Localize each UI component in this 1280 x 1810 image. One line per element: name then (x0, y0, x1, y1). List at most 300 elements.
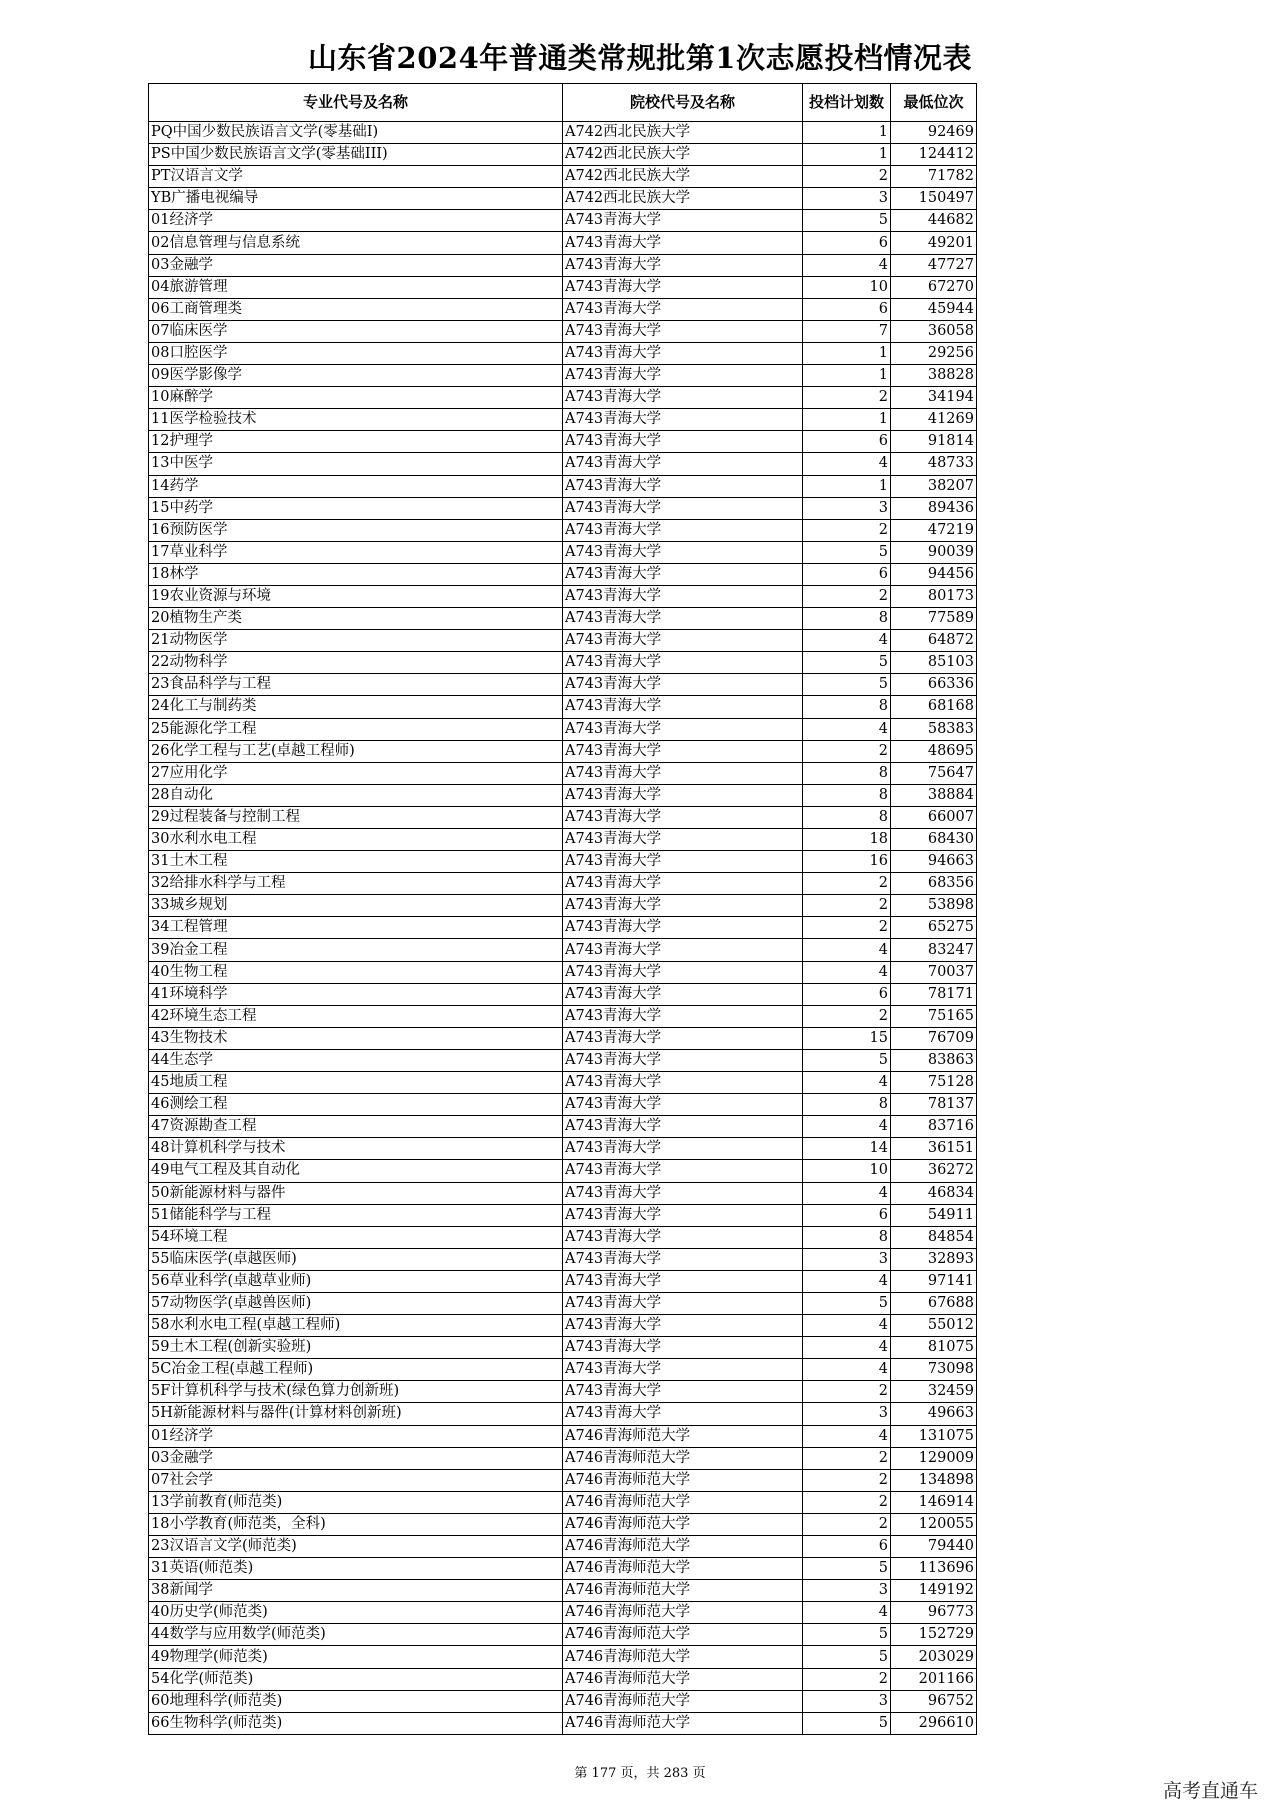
cell-plan-count: 6 (803, 1536, 891, 1558)
table-row (149, 1447, 977, 1469)
cell-min-rank: 96773 (891, 1602, 977, 1624)
cell-school: A743青海大学 (563, 1226, 803, 1248)
cell-min-rank: 68168 (891, 696, 977, 718)
table-row (149, 1558, 977, 1580)
cell-school: A743青海大学 (563, 1337, 803, 1359)
cell-school: A743青海大学 (563, 1116, 803, 1138)
cell-plan-count: 15 (803, 1027, 891, 1049)
cell-school: A742西北民族大学 (563, 144, 803, 166)
cell-plan-count: 3 (803, 1690, 891, 1712)
cell-plan-count: 5 (803, 1049, 891, 1071)
cell-plan-count: 2 (803, 519, 891, 541)
cell-major: 01经济学 (149, 1425, 563, 1447)
cell-school: A743青海大学 (563, 851, 803, 873)
cell-min-rank: 64872 (891, 630, 977, 652)
cell-min-rank: 32893 (891, 1248, 977, 1270)
watermark-logo: 高考直通车 (1162, 1780, 1258, 1802)
table-row (149, 1403, 977, 1425)
cell-major: 26化学工程与工艺(卓越工程师) (149, 740, 563, 762)
cell-min-rank: 113696 (891, 1558, 977, 1580)
cell-plan-count: 2 (803, 166, 891, 188)
cell-min-rank: 67688 (891, 1292, 977, 1314)
cell-plan-count: 2 (803, 387, 891, 409)
cell-major: 41环境科学 (149, 983, 563, 1005)
cell-school: A743青海大学 (563, 873, 803, 895)
cell-plan-count: 5 (803, 1558, 891, 1580)
cell-major: 07临床医学 (149, 320, 563, 342)
table-row (149, 453, 977, 475)
cell-school: A743青海大学 (563, 232, 803, 254)
cell-plan-count: 8 (803, 806, 891, 828)
cell-min-rank: 38884 (891, 784, 977, 806)
cell-school: A746青海师范大学 (563, 1580, 803, 1602)
table-row (149, 122, 977, 144)
cell-major: 20植物生产类 (149, 608, 563, 630)
cell-major: 11医学检验技术 (149, 409, 563, 431)
cell-school: A743青海大学 (563, 497, 803, 519)
cell-min-rank: 146914 (891, 1491, 977, 1513)
cell-major: 29过程装备与控制工程 (149, 806, 563, 828)
cell-min-rank: 65275 (891, 917, 977, 939)
table-header-row (149, 84, 977, 122)
table-row (149, 630, 977, 652)
cell-major: 01经济学 (149, 210, 563, 232)
cell-school: A743青海大学 (563, 320, 803, 342)
cell-school: A743青海大学 (563, 1292, 803, 1314)
cell-major: 31土木工程 (149, 851, 563, 873)
cell-plan-count: 4 (803, 453, 891, 475)
cell-min-rank: 120055 (891, 1513, 977, 1535)
cell-min-rank: 48695 (891, 740, 977, 762)
cell-school: A743青海大学 (563, 829, 803, 851)
cell-plan-count: 5 (803, 1646, 891, 1668)
table-row (149, 342, 977, 364)
cell-plan-count: 2 (803, 1469, 891, 1491)
cell-major: 50新能源材料与器件 (149, 1182, 563, 1204)
cell-school: A743青海大学 (563, 983, 803, 1005)
table-row (149, 806, 977, 828)
cell-min-rank: 76709 (891, 1027, 977, 1049)
cell-school: A746青海师范大学 (563, 1668, 803, 1690)
cell-plan-count: 3 (803, 497, 891, 519)
cell-min-rank: 75165 (891, 1005, 977, 1027)
header-plan-count: 投档计划数 (803, 84, 891, 122)
cell-plan-count: 14 (803, 1138, 891, 1160)
cell-major: 60地理科学(师范类) (149, 1690, 563, 1712)
cell-school: A743青海大学 (563, 1049, 803, 1071)
cell-major: YB广播电视编导 (149, 188, 563, 210)
cell-school: A743青海大学 (563, 541, 803, 563)
cell-major: 25能源化学工程 (149, 718, 563, 740)
cell-school: A743青海大学 (563, 762, 803, 784)
cell-plan-count: 8 (803, 1226, 891, 1248)
cell-min-rank: 46834 (891, 1182, 977, 1204)
header-school: 院校代号及名称 (563, 84, 803, 122)
cell-school: A743青海大学 (563, 630, 803, 652)
page-title: 山东省2024年普通类常规批第1次志愿投档情况表 (308, 41, 972, 75)
table-row (149, 1182, 977, 1204)
cell-major: 19农业资源与环境 (149, 585, 563, 607)
cell-min-rank: 79440 (891, 1536, 977, 1558)
table-row (149, 674, 977, 696)
cell-min-rank: 84854 (891, 1226, 977, 1248)
cell-min-rank: 90039 (891, 541, 977, 563)
cell-plan-count: 10 (803, 1160, 891, 1182)
table-row (149, 1270, 977, 1292)
cell-school: A746青海师范大学 (563, 1425, 803, 1447)
table-row (149, 1469, 977, 1491)
cell-major: 5C冶金工程(卓越工程师) (149, 1359, 563, 1381)
cell-major: 56草业科学(卓越草业师) (149, 1270, 563, 1292)
cell-school: A742西北民族大学 (563, 122, 803, 144)
cell-school: A743青海大学 (563, 1027, 803, 1049)
cell-school: A743青海大学 (563, 1204, 803, 1226)
cell-major: 54化学(师范类) (149, 1668, 563, 1690)
cell-plan-count: 4 (803, 1116, 891, 1138)
cell-major: 5F计算机科学与技术(绿色算力创新班) (149, 1381, 563, 1403)
cell-min-rank: 48733 (891, 453, 977, 475)
cell-min-rank: 83863 (891, 1049, 977, 1071)
cell-major: 32给排水科学与工程 (149, 873, 563, 895)
cell-major: 04旅游管理 (149, 276, 563, 298)
cell-plan-count: 2 (803, 917, 891, 939)
table-row (149, 497, 977, 519)
cell-min-rank: 134898 (891, 1469, 977, 1491)
cell-school: A743青海大学 (563, 1182, 803, 1204)
cell-major: 23食品科学与工程 (149, 674, 563, 696)
cell-major: 58水利水电工程(卓越工程师) (149, 1315, 563, 1337)
table-row (149, 829, 977, 851)
cell-school: A743青海大学 (563, 1005, 803, 1027)
cell-major: 55临床医学(卓越医师) (149, 1248, 563, 1270)
cell-major: 03金融学 (149, 1447, 563, 1469)
cell-major: 57动物医学(卓越兽医师) (149, 1292, 563, 1314)
cell-major: PS中国少数民族语言文学(零基础III) (149, 144, 563, 166)
cell-major: 42环境生态工程 (149, 1005, 563, 1027)
cell-major: 5H新能源材料与器件(计算材料创新班) (149, 1403, 563, 1425)
table-row (149, 1668, 977, 1690)
cell-min-rank: 77589 (891, 608, 977, 630)
cell-major: 45地质工程 (149, 1072, 563, 1094)
cell-major: 49电气工程及其自动化 (149, 1160, 563, 1182)
cell-plan-count: 2 (803, 1005, 891, 1027)
cell-plan-count: 7 (803, 320, 891, 342)
cell-plan-count: 3 (803, 188, 891, 210)
cell-min-rank: 47727 (891, 254, 977, 276)
cell-min-rank: 44682 (891, 210, 977, 232)
cell-school: A743青海大学 (563, 298, 803, 320)
cell-school: A746青海师范大学 (563, 1536, 803, 1558)
table-row (149, 519, 977, 541)
cell-major: 31英语(师范类) (149, 1558, 563, 1580)
cell-min-rank: 78137 (891, 1094, 977, 1116)
cell-min-rank: 94663 (891, 851, 977, 873)
cell-min-rank: 91814 (891, 431, 977, 453)
cell-plan-count: 1 (803, 144, 891, 166)
cell-plan-count: 8 (803, 762, 891, 784)
table-row (149, 917, 977, 939)
table-row (149, 210, 977, 232)
table-row (149, 298, 977, 320)
cell-school: A743青海大学 (563, 1403, 803, 1425)
cell-school: A742西北民族大学 (563, 188, 803, 210)
table-row (149, 387, 977, 409)
cell-min-rank: 41269 (891, 409, 977, 431)
table-row (149, 541, 977, 563)
cell-major: 66生物科学(师范类) (149, 1712, 563, 1734)
table-row (149, 1049, 977, 1071)
admission-table (148, 83, 977, 1735)
cell-min-rank: 66336 (891, 674, 977, 696)
cell-min-rank: 45944 (891, 298, 977, 320)
cell-school: A743青海大学 (563, 409, 803, 431)
cell-school: A746青海师范大学 (563, 1624, 803, 1646)
cell-school: A746青海师范大学 (563, 1690, 803, 1712)
table-row (149, 1292, 977, 1314)
cell-major: 13中医学 (149, 453, 563, 475)
cell-major: 17草业科学 (149, 541, 563, 563)
table-row (149, 1513, 977, 1535)
cell-plan-count: 5 (803, 1624, 891, 1646)
table-row (149, 983, 977, 1005)
cell-major: 24化工与制药类 (149, 696, 563, 718)
page-number: 第 177 页，共 283 页 (574, 1766, 706, 1781)
cell-min-rank: 129009 (891, 1447, 977, 1469)
cell-min-rank: 47219 (891, 519, 977, 541)
cell-plan-count: 3 (803, 1580, 891, 1602)
cell-school: A743青海大学 (563, 674, 803, 696)
cell-school: A743青海大学 (563, 519, 803, 541)
cell-min-rank: 55012 (891, 1315, 977, 1337)
cell-plan-count: 6 (803, 1204, 891, 1226)
cell-plan-count: 4 (803, 1602, 891, 1624)
cell-major: 15中药学 (149, 497, 563, 519)
cell-major: 38新闻学 (149, 1580, 563, 1602)
cell-min-rank: 71782 (891, 166, 977, 188)
cell-min-rank: 89436 (891, 497, 977, 519)
cell-min-rank: 36151 (891, 1138, 977, 1160)
cell-min-rank: 29256 (891, 342, 977, 364)
cell-school: A742西北民族大学 (563, 166, 803, 188)
table-row (149, 585, 977, 607)
cell-plan-count: 2 (803, 1513, 891, 1535)
cell-school: A743青海大学 (563, 1160, 803, 1182)
cell-school: A743青海大学 (563, 276, 803, 298)
cell-min-rank: 124412 (891, 144, 977, 166)
table-row (149, 784, 977, 806)
cell-min-rank: 67270 (891, 276, 977, 298)
table-row (149, 475, 977, 497)
table-row (149, 1602, 977, 1624)
cell-min-rank: 80173 (891, 585, 977, 607)
cell-school: A743青海大学 (563, 652, 803, 674)
table-row (149, 961, 977, 983)
table-row (149, 1359, 977, 1381)
cell-min-rank: 68430 (891, 829, 977, 851)
cell-min-rank: 78171 (891, 983, 977, 1005)
cell-school: A743青海大学 (563, 696, 803, 718)
cell-plan-count: 4 (803, 1182, 891, 1204)
table-row (149, 365, 977, 387)
table-row (149, 939, 977, 961)
cell-plan-count: 5 (803, 674, 891, 696)
cell-min-rank: 32459 (891, 1381, 977, 1403)
cell-major: 27应用化学 (149, 762, 563, 784)
cell-school: A746青海师范大学 (563, 1491, 803, 1513)
cell-plan-count: 4 (803, 1315, 891, 1337)
cell-major: 21动物医学 (149, 630, 563, 652)
table-row (149, 320, 977, 342)
cell-school: A743青海大学 (563, 784, 803, 806)
cell-min-rank: 75128 (891, 1072, 977, 1094)
table-row (149, 563, 977, 585)
cell-school: A743青海大学 (563, 210, 803, 232)
cell-school: A743青海大学 (563, 431, 803, 453)
table-row (149, 762, 977, 784)
cell-min-rank: 149192 (891, 1580, 977, 1602)
cell-min-rank: 70037 (891, 961, 977, 983)
cell-school: A743青海大学 (563, 1315, 803, 1337)
cell-school: A743青海大学 (563, 1381, 803, 1403)
table-row (149, 1337, 977, 1359)
table-row (149, 1138, 977, 1160)
cell-school: A743青海大学 (563, 718, 803, 740)
cell-min-rank: 201166 (891, 1668, 977, 1690)
cell-plan-count: 2 (803, 585, 891, 607)
table-row (149, 652, 977, 674)
cell-plan-count: 2 (803, 1381, 891, 1403)
cell-min-rank: 49201 (891, 232, 977, 254)
table-row (149, 1580, 977, 1602)
table-row (149, 1646, 977, 1668)
cell-major: 33城乡规划 (149, 895, 563, 917)
cell-min-rank: 152729 (891, 1624, 977, 1646)
table-row (149, 1204, 977, 1226)
header-major: 专业代号及名称 (149, 84, 563, 122)
cell-major: PQ中国少数民族语言文学(零基础I) (149, 122, 563, 144)
cell-major: 18小学教育(师范类，全科) (149, 1513, 563, 1535)
table-row (149, 1491, 977, 1513)
cell-major: 49物理学(师范类) (149, 1646, 563, 1668)
table-row (149, 851, 977, 873)
cell-min-rank: 83247 (891, 939, 977, 961)
cell-school: A743青海大学 (563, 254, 803, 276)
cell-school: A746青海师范大学 (563, 1712, 803, 1734)
cell-min-rank: 150497 (891, 188, 977, 210)
cell-plan-count: 4 (803, 1072, 891, 1094)
cell-plan-count: 8 (803, 784, 891, 806)
cell-major: 59土木工程(创新实验班) (149, 1337, 563, 1359)
cell-plan-count: 1 (803, 475, 891, 497)
cell-min-rank: 54911 (891, 1204, 977, 1226)
table-row (149, 608, 977, 630)
cell-major: 22动物科学 (149, 652, 563, 674)
cell-plan-count: 4 (803, 1425, 891, 1447)
cell-plan-count: 8 (803, 696, 891, 718)
cell-major: 07社会学 (149, 1469, 563, 1491)
table-row (149, 254, 977, 276)
cell-school: A743青海大学 (563, 917, 803, 939)
cell-school: A743青海大学 (563, 585, 803, 607)
cell-plan-count: 1 (803, 365, 891, 387)
table-row (149, 1005, 977, 1027)
cell-school: A743青海大学 (563, 1359, 803, 1381)
cell-major: 28自动化 (149, 784, 563, 806)
cell-major: 48计算机科学与技术 (149, 1138, 563, 1160)
table-row (149, 409, 977, 431)
table-row (149, 431, 977, 453)
cell-min-rank: 296610 (891, 1712, 977, 1734)
cell-plan-count: 18 (803, 829, 891, 851)
cell-min-rank: 94456 (891, 563, 977, 585)
cell-school: A746青海师范大学 (563, 1558, 803, 1580)
table-row (149, 232, 977, 254)
cell-min-rank: 36272 (891, 1160, 977, 1182)
table-row (149, 276, 977, 298)
cell-min-rank: 83716 (891, 1116, 977, 1138)
table-row (149, 1160, 977, 1182)
header-min-rank: 最低位次 (891, 84, 977, 122)
cell-major: 06工商管理类 (149, 298, 563, 320)
table-row (149, 166, 977, 188)
cell-school: A743青海大学 (563, 453, 803, 475)
cell-min-rank: 36058 (891, 320, 977, 342)
cell-min-rank: 97141 (891, 1270, 977, 1292)
cell-major: 54环境工程 (149, 1226, 563, 1248)
cell-plan-count: 2 (803, 1491, 891, 1513)
cell-school: A743青海大学 (563, 1094, 803, 1116)
cell-school: A746青海师范大学 (563, 1447, 803, 1469)
cell-major: 51储能科学与工程 (149, 1204, 563, 1226)
cell-major: 13学前教育(师范类) (149, 1491, 563, 1513)
cell-major: 30水利水电工程 (149, 829, 563, 851)
cell-min-rank: 68356 (891, 873, 977, 895)
table-row (149, 1226, 977, 1248)
cell-major: 14药学 (149, 475, 563, 497)
table-row (149, 1425, 977, 1447)
cell-major: 46测绘工程 (149, 1094, 563, 1116)
cell-school: A746青海师范大学 (563, 1646, 803, 1668)
cell-min-rank: 58383 (891, 718, 977, 740)
cell-plan-count: 6 (803, 983, 891, 1005)
cell-plan-count: 2 (803, 1668, 891, 1690)
cell-min-rank: 131075 (891, 1425, 977, 1447)
table-row (149, 1536, 977, 1558)
cell-plan-count: 1 (803, 122, 891, 144)
cell-major: 02信息管理与信息系统 (149, 232, 563, 254)
table-row (149, 1381, 977, 1403)
cell-plan-count: 4 (803, 1359, 891, 1381)
cell-plan-count: 1 (803, 409, 891, 431)
cell-min-rank: 73098 (891, 1359, 977, 1381)
cell-school: A743青海大学 (563, 806, 803, 828)
table-row (149, 1094, 977, 1116)
table-row (149, 1315, 977, 1337)
cell-min-rank: 92469 (891, 122, 977, 144)
table-row (149, 718, 977, 740)
cell-plan-count: 4 (803, 1337, 891, 1359)
cell-major: 23汉语言文学(师范类) (149, 1536, 563, 1558)
cell-school: A746青海师范大学 (563, 1513, 803, 1535)
cell-plan-count: 8 (803, 608, 891, 630)
cell-plan-count: 6 (803, 431, 891, 453)
cell-min-rank: 49663 (891, 1403, 977, 1425)
cell-plan-count: 4 (803, 1270, 891, 1292)
cell-major: 16预防医学 (149, 519, 563, 541)
cell-major: 18林学 (149, 563, 563, 585)
cell-plan-count: 2 (803, 1447, 891, 1469)
cell-min-rank: 34194 (891, 387, 977, 409)
